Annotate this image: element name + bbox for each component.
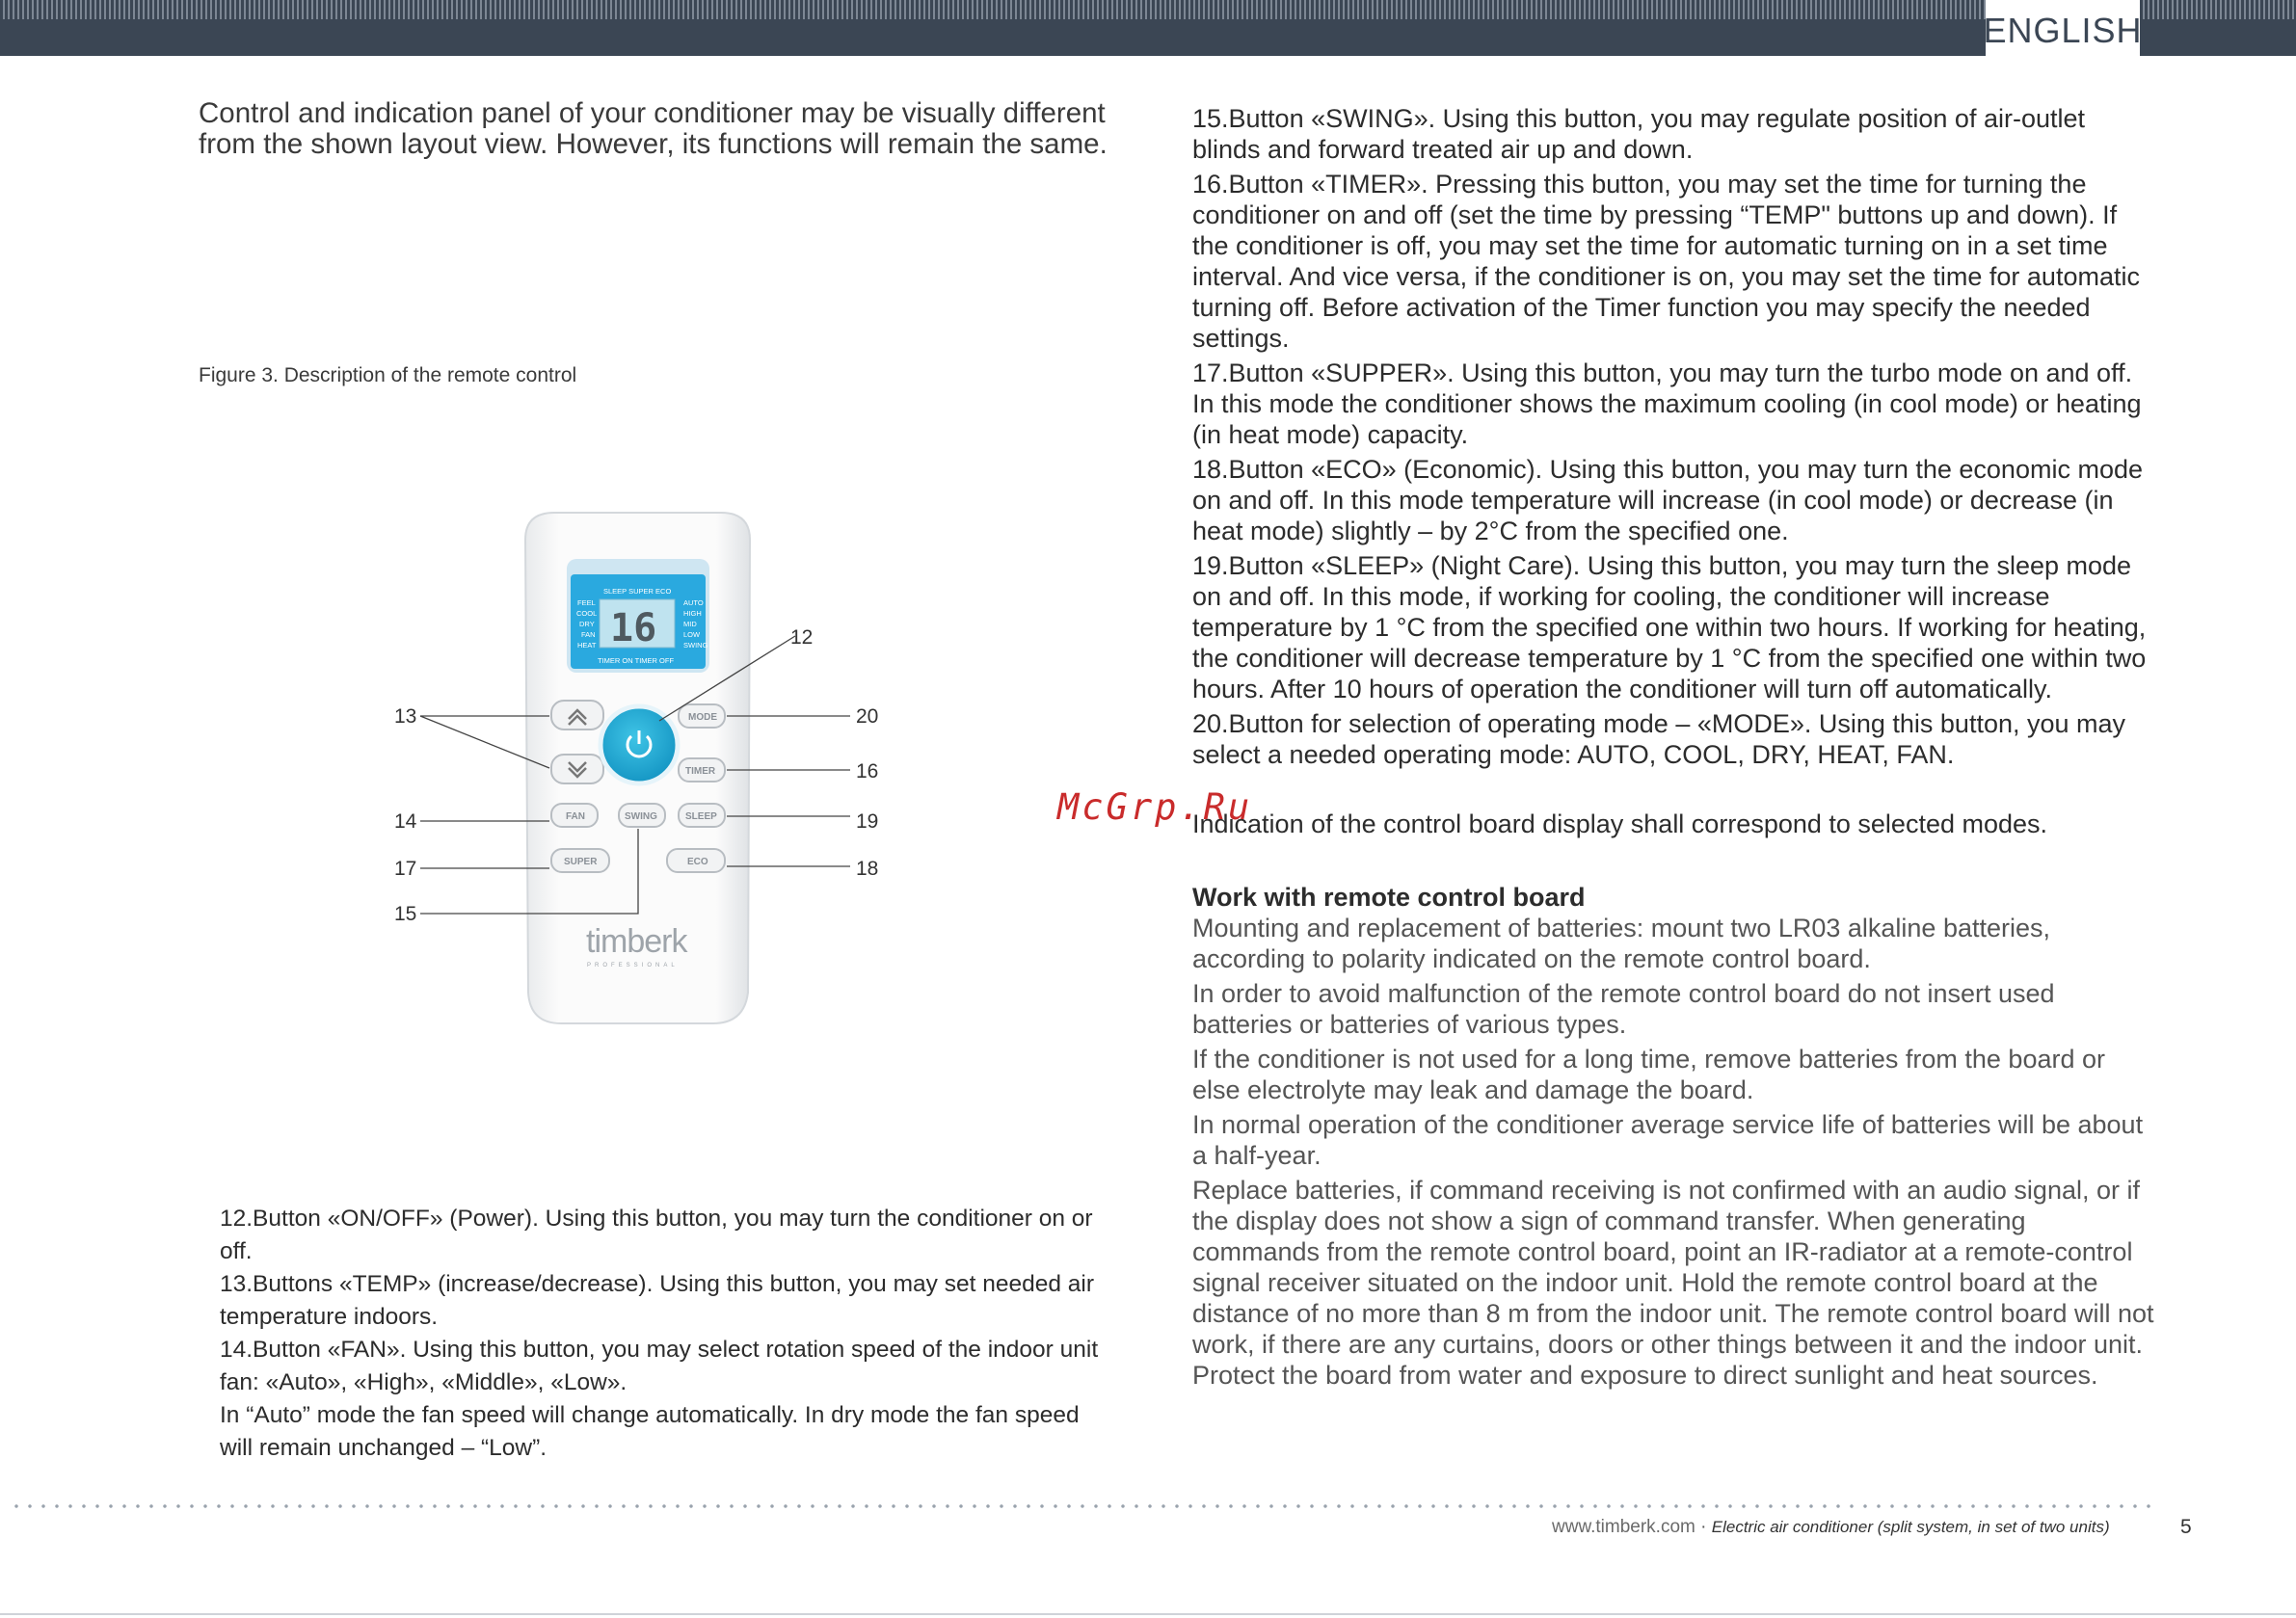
button-description: 17.Button «SUPPER». Using this button, you may turn the turbo mode on and off. In this mode the conditioner shows the maximum cooling (in cool mode) or heating (in heat mode) capacity. — [1192, 358, 2142, 449]
callout-label: 13 — [394, 705, 417, 728]
callout-label: 14 — [394, 810, 417, 833]
instruction-paragraph: If the conditioner is not used for a long time, remove batteries from the board or else electrolyte may leak and damage the board. — [1192, 1045, 2105, 1104]
button-description: 13.Buttons «TEMP» (increase/decrease). Using this button, you may set needed air temperature indoors. — [220, 1271, 1094, 1330]
button-description: 12.Button «ON/OFF» (Power). Using this button, you may turn the conditioner on or off. — [220, 1206, 1093, 1264]
lcd-left-mode: COOL — [576, 609, 598, 618]
intro-text: Control and indication panel of your conditioner may be visually different from the shown layout view. However, its functions will remain the same. — [199, 97, 1108, 160]
callout-label: 17 — [394, 858, 417, 880]
lcd-right-mode: AUTO — [683, 598, 704, 607]
lcd-right-mode: MID — [683, 620, 697, 628]
button-description: 16.Button «TIMER». Pressing this button, you may set the time for turning the conditioner on and off (set the time by pressing “TEMP" buttons up and down). If the conditioner is off, you may set the time for automatic turning on in a set time interval. And vice versa, if the conditioner is on, you may set the time for automatic turning off. Before activation of the Timer function you may specify the needed settings. — [1192, 170, 2140, 353]
button-description: 14.Button «FAN». Using this button, you may select rotation speed of the indoor unit fan: «Auto», «High», «Middle», «Low». — [220, 1337, 1099, 1395]
lcd-top-modes: SLEEP SUPER ECO — [603, 587, 672, 596]
lcd-timer-labels: TIMER ON TIMER OFF — [598, 656, 675, 665]
fan-button-label: FAN — [566, 811, 585, 822]
brand-sub: PROFESSIONAL — [587, 963, 679, 968]
section-heading: Work with remote control board — [1192, 883, 1586, 912]
sleep-button-label: SLEEP — [685, 811, 717, 822]
footer-site-link[interactable]: www.timberk.com — [1552, 1517, 1695, 1537]
callout-label: 20 — [856, 705, 879, 728]
lcd-left-mode: DRY — [579, 620, 595, 628]
button-description: 20.Button for selection of operating mode – «MODE». Using this button, you may select a needed operating mode: AUTO, COOL, DRY, HEAT, FAN. — [1192, 709, 2126, 769]
language-tab: ENGLISH — [1986, 0, 2140, 56]
instruction-paragraph: In order to avoid malfunction of the remote control board do not insert used batteries or batteries of various types. — [1192, 979, 2055, 1039]
lcd-temperature: 16 — [610, 606, 657, 650]
lcd-left-mode: FAN — [581, 630, 596, 639]
instruction-paragraph: Replace batteries, if command receiving is not confirmed with an audio signal, or if the display does not show a sign of command transfer. When generating commands from the remote control board, point an IR-radiator at a remote-control signal receiver situated on the indoor unit. Hold the remote control board at the distance of no more than 8 m from the indoor unit. The remote control board will not work, if there are any curtains, doors or other things between it and the indoor unit. Protect the board from water and exposure to direct sunlight and heat sources. — [1192, 1176, 2154, 1390]
button-description: 15.Button «SWING». Using this button, you may regulate position of air-outlet blinds and forward treated air up and down. — [1192, 104, 2085, 164]
page-number: 5 — [2180, 1516, 2192, 1538]
super-button-label: SUPER — [564, 857, 598, 867]
button-description: 19.Button «SLEEP» (Night Care). Using this button, you may turn the sleep mode on and off. In this mode, if working for cooling, the conditioner will increase temperature by 1 °C from the specified one within two hours. If working for heating, the conditioner will decrease temperature by 1 °C from the specified one within two hours. After 10 hours of operation the conditioner will turn off automatically. — [1192, 551, 2147, 703]
brand-logo: timberk — [586, 923, 687, 960]
callout-label: 19 — [856, 810, 879, 833]
lcd-left-mode: HEAT — [577, 641, 597, 650]
mode-button-label: MODE — [688, 712, 717, 723]
bottom-border — [0, 1613, 2296, 1615]
left-column — [220, 1203, 1107, 1465]
temp-down-button[interactable] — [551, 755, 603, 783]
button-description: 18.Button «ECO» (Economic). Using this button, you may turn the economic mode on and off. In this mode temperature will increase (in cool mode) or decrease (in heat mode) slightly – by 2°C from the specified one. — [1192, 455, 2143, 545]
figure-caption: Figure 3. Description of the remote control — [199, 364, 577, 386]
instruction-paragraph: Mounting and replacement of batteries: mount two LR03 alkaline batteries, according to polarity indicated on the remote control board. — [1192, 914, 2051, 973]
right-column — [1192, 103, 2156, 1394]
callout-label: 16 — [856, 760, 879, 782]
callout-label: 12 — [790, 626, 814, 649]
button-description: In “Auto” mode the fan speed will change automatically. In dry mode the fan speed will remain unchanged – “Low”. — [220, 1402, 1080, 1461]
watermark: McGrp.Ru — [1057, 786, 1253, 828]
timer-button-label: TIMER — [685, 766, 716, 777]
callout-label: 15 — [394, 903, 417, 925]
callout-label: 18 — [856, 858, 879, 880]
footer-separator: · — [1695, 1517, 1712, 1537]
footer-description: Electric air conditioner (split system, in set of two units) — [1711, 1518, 2110, 1536]
instruction-paragraph: In normal operation of the conditioner average service life of batteries will be about a half-year. — [1192, 1110, 2144, 1170]
power-button[interactable] — [601, 706, 678, 783]
dotted-divider — [10, 1504, 2159, 1508]
indication-note: Indication of the control board display shall correspond to selected modes. — [1192, 809, 2048, 838]
lcd-right-mode: LOW — [683, 630, 701, 639]
lcd-right-mode: SWING — [683, 641, 708, 650]
eco-button-label: ECO — [687, 857, 708, 867]
lcd-left-mode: FEEL — [577, 598, 596, 607]
swing-button-label: SWING — [625, 811, 657, 822]
footer — [1552, 1517, 2110, 1538]
lcd-right-mode: HIGH — [683, 609, 702, 618]
